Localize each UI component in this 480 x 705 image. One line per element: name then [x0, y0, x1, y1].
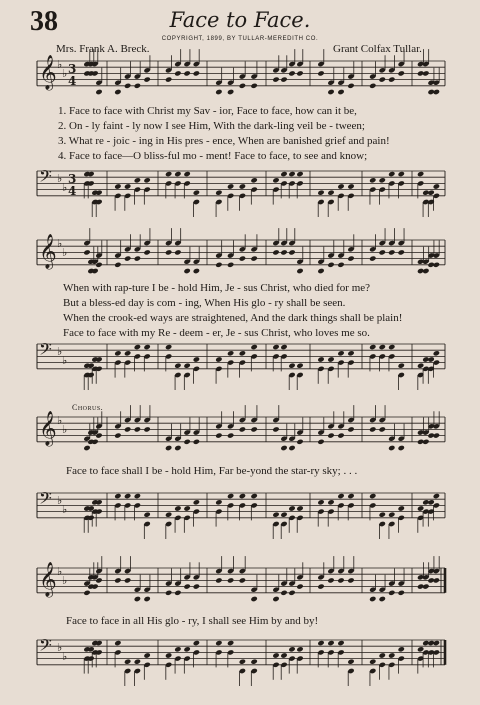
- notehead: [114, 89, 121, 95]
- notehead: [379, 344, 386, 350]
- notehead: [433, 493, 440, 499]
- notehead: [398, 70, 405, 76]
- notehead: [296, 646, 303, 652]
- notehead: [165, 76, 172, 82]
- notehead: [165, 652, 172, 658]
- notehead: [124, 350, 131, 356]
- notehead: [114, 493, 121, 499]
- notehead: [250, 255, 257, 261]
- notehead: [379, 177, 386, 183]
- notehead: [347, 659, 354, 665]
- notehead: [317, 70, 324, 76]
- notehead: [250, 493, 257, 499]
- notehead: [183, 171, 190, 177]
- flat-icon: ♭: [62, 503, 68, 516]
- notehead: [327, 577, 334, 583]
- notehead: [83, 590, 90, 596]
- flat-icon: ♭: [62, 423, 68, 436]
- notehead: [215, 577, 222, 583]
- notehead: [317, 640, 324, 646]
- hymn-number: 38: [30, 6, 58, 37]
- notehead: [398, 249, 405, 255]
- notehead: [250, 83, 257, 89]
- notehead: [427, 356, 434, 362]
- notehead: [193, 640, 200, 646]
- flat-icon: ♭: [62, 181, 68, 194]
- notehead: [215, 190, 222, 196]
- notehead: [379, 596, 386, 602]
- notehead: [193, 583, 200, 589]
- notehead: [227, 432, 234, 438]
- notehead: [398, 171, 405, 177]
- notehead: [369, 596, 376, 602]
- bass-clef-icon: 𝄢: [39, 339, 52, 363]
- notehead: [417, 646, 424, 652]
- notehead: [239, 577, 246, 583]
- notehead: [227, 640, 234, 646]
- notehead: [165, 445, 172, 451]
- notehead: [124, 183, 131, 189]
- notehead: [337, 89, 344, 95]
- flat-icon: ♭: [57, 237, 63, 250]
- notehead: [288, 646, 295, 652]
- notehead: [347, 426, 354, 432]
- copyright-notice: COPYRIGHT, 1899, BY TULLAR-MEREDITH CO.: [161, 36, 319, 42]
- notehead: [272, 512, 279, 518]
- verse-4-line-2: Face to face with my Re - deem - er, Je - sus Christ, who loves me so.: [63, 327, 370, 339]
- notehead: [417, 171, 424, 177]
- notehead: [183, 439, 190, 445]
- notehead: [272, 344, 279, 350]
- flat-icon: ♭: [62, 354, 68, 367]
- notehead: [134, 83, 141, 89]
- notehead: [327, 499, 334, 505]
- notehead: [134, 596, 141, 602]
- notehead: [134, 255, 141, 261]
- notehead: [239, 426, 246, 432]
- notehead: [369, 177, 376, 183]
- notehead: [288, 505, 295, 511]
- notehead: [239, 255, 246, 261]
- notehead: [296, 70, 303, 76]
- notehead: [193, 439, 200, 445]
- notehead: [174, 445, 181, 451]
- notehead: [388, 445, 395, 451]
- notehead: [143, 344, 150, 350]
- notehead: [388, 652, 395, 658]
- notehead: [143, 76, 150, 82]
- notehead: [165, 249, 172, 255]
- notehead: [422, 583, 429, 589]
- notehead: [193, 268, 200, 274]
- notehead: [183, 70, 190, 76]
- notehead: [398, 646, 405, 652]
- time-signature-bottom: 4: [68, 74, 77, 88]
- notehead: [398, 363, 405, 369]
- notehead: [193, 190, 200, 196]
- notehead: [124, 659, 131, 665]
- flat-icon: ♭: [62, 246, 68, 259]
- notehead: [250, 596, 257, 602]
- notehead: [280, 76, 287, 82]
- notehead: [183, 363, 190, 369]
- bass-clef-icon: 𝄢: [39, 635, 52, 659]
- notehead: [369, 344, 376, 350]
- notehead: [398, 445, 405, 451]
- lyricist-credit: Mrs. Frank A. Breck.: [56, 43, 150, 55]
- notehead: [250, 659, 257, 665]
- notehead: [433, 640, 440, 646]
- notehead: [250, 177, 257, 183]
- chorus-line-1: Face to face shall I be - hold Him, Far be-yond the star-ry sky; . . .: [66, 465, 358, 477]
- flat-icon: ♭: [57, 494, 63, 507]
- notehead: [174, 171, 181, 177]
- treble-clef-icon: 𝄞: [39, 234, 57, 269]
- notehead: [272, 177, 279, 183]
- flat-icon: ♭: [57, 414, 63, 427]
- notehead: [215, 432, 222, 438]
- notehead: [95, 89, 102, 95]
- notehead: [337, 577, 344, 583]
- notehead: [388, 76, 395, 82]
- notehead: [417, 363, 424, 369]
- notehead: [388, 344, 395, 350]
- composer-credit: Grant Colfax Tullar.: [333, 43, 422, 55]
- flat-icon: ♭: [57, 641, 63, 654]
- notehead: [422, 439, 429, 445]
- verse-1-line-1: 1. Face to face with Christ my Sav - ior, Face to face, how can it be,: [58, 105, 357, 117]
- notehead: [317, 439, 324, 445]
- notehead: [239, 659, 246, 665]
- notehead: [227, 262, 234, 268]
- notehead: [227, 577, 234, 583]
- notehead: [174, 249, 181, 255]
- notehead: [388, 249, 395, 255]
- notehead: [193, 356, 200, 362]
- flat-icon: ♭: [57, 345, 63, 358]
- notehead: [317, 356, 324, 362]
- notehead: [239, 183, 246, 189]
- treble-clef-icon: 𝄞: [39, 562, 57, 597]
- notehead: [280, 590, 287, 596]
- flat-icon: ♭: [62, 574, 68, 587]
- notehead: [388, 590, 395, 596]
- notehead: [288, 70, 295, 76]
- notehead: [143, 426, 150, 432]
- notehead: [83, 249, 90, 255]
- notehead: [347, 183, 354, 189]
- notehead: [134, 177, 141, 183]
- notehead: [183, 268, 190, 274]
- notehead: [422, 70, 429, 76]
- notehead: [433, 577, 440, 583]
- notehead: [280, 445, 287, 451]
- flat-icon: ♭: [57, 58, 63, 71]
- notehead: [272, 426, 279, 432]
- notehead: [317, 583, 324, 589]
- notehead: [124, 577, 131, 583]
- notehead: [215, 89, 222, 95]
- notehead: [134, 493, 141, 499]
- notehead: [227, 183, 234, 189]
- notehead: [215, 640, 222, 646]
- flat-icon: ♭: [57, 565, 63, 578]
- notehead: [369, 493, 376, 499]
- verse-3-line-1: 3. What re - joic - ing in His pres - ence, When are banished grief and pain!: [58, 135, 390, 147]
- notehead: [183, 646, 190, 652]
- notehead: [327, 262, 334, 268]
- notehead: [296, 171, 303, 177]
- notehead: [337, 350, 344, 356]
- notehead: [337, 493, 344, 499]
- notehead: [114, 183, 121, 189]
- notehead: [433, 183, 440, 189]
- notehead: [143, 177, 150, 183]
- notehead: [296, 583, 303, 589]
- notehead: [433, 262, 440, 268]
- notehead: [280, 249, 287, 255]
- notehead: [280, 512, 287, 518]
- notehead: [183, 583, 190, 589]
- notehead: [174, 646, 181, 652]
- notehead: [288, 171, 295, 177]
- notehead: [427, 499, 434, 505]
- notehead: [134, 659, 141, 665]
- notehead: [272, 596, 279, 602]
- notehead: [369, 426, 376, 432]
- notehead: [379, 249, 386, 255]
- notehead: [433, 432, 440, 438]
- notehead: [174, 70, 181, 76]
- notehead: [239, 350, 246, 356]
- notehead: [288, 363, 295, 369]
- treble-clef-icon: 𝄞: [39, 55, 57, 90]
- chorus-label: Chorus.: [72, 403, 104, 412]
- notehead: [143, 596, 150, 602]
- notehead: [272, 76, 279, 82]
- notehead: [134, 344, 141, 350]
- time-signature-top: 3: [68, 62, 77, 76]
- notehead: [337, 432, 344, 438]
- notehead: [379, 426, 386, 432]
- notehead: [347, 493, 354, 499]
- notehead: [215, 356, 222, 362]
- notehead: [280, 652, 287, 658]
- notehead: [183, 505, 190, 511]
- notehead: [337, 183, 344, 189]
- verse-4-line-1: 4. Face to face—O bliss-ful mo - ment! Face to face, to see and know;: [58, 150, 368, 162]
- notehead: [239, 493, 246, 499]
- notehead: [379, 652, 386, 658]
- notehead: [124, 255, 131, 261]
- hymn-title: Face to Face.: [169, 8, 311, 32]
- notehead: [379, 76, 386, 82]
- notehead: [369, 659, 376, 665]
- notehead: [317, 190, 324, 196]
- notehead: [114, 432, 121, 438]
- notehead: [337, 262, 344, 268]
- notehead: [143, 512, 150, 518]
- time-signature-bottom: 4: [68, 184, 77, 198]
- notehead: [174, 505, 181, 511]
- bass-clef-icon: 𝄢: [39, 166, 52, 190]
- notehead: [327, 356, 334, 362]
- notehead: [114, 577, 121, 583]
- notehead: [379, 512, 386, 518]
- notehead: [347, 255, 354, 261]
- notehead: [433, 89, 440, 95]
- notehead: [337, 640, 344, 646]
- notehead: [296, 363, 303, 369]
- notehead: [193, 499, 200, 505]
- notehead: [143, 652, 150, 658]
- notehead: [417, 505, 424, 511]
- verse-2-line-1: 2. On - ly faint - ly now I see Him, With the dark-ling veil be - tween;: [58, 120, 365, 132]
- notehead: [143, 249, 150, 255]
- notehead: [124, 493, 131, 499]
- notehead: [215, 262, 222, 268]
- verse-1-line-2: When with rap-ture I be - hold Him, Je - sus Christ, who died for me?: [63, 282, 371, 294]
- notehead: [288, 590, 295, 596]
- notehead: [427, 190, 434, 196]
- verse-3-line-2: When the crook-ed ways are straightened, And the dark things shall be plain!: [63, 312, 403, 324]
- notehead: [317, 499, 324, 505]
- notehead: [193, 70, 200, 76]
- notehead: [239, 83, 246, 89]
- time-signature-top: 3: [68, 172, 77, 186]
- bass-clef-icon: 𝄢: [39, 488, 52, 512]
- notehead: [280, 171, 287, 177]
- notehead: [296, 268, 303, 274]
- notehead: [250, 426, 257, 432]
- notehead: [114, 640, 121, 646]
- notehead: [83, 445, 90, 451]
- notehead: [317, 268, 324, 274]
- notehead: [433, 350, 440, 356]
- notehead: [165, 590, 172, 596]
- flat-icon: ♭: [62, 650, 68, 663]
- notehead: [114, 262, 121, 268]
- notehead: [369, 83, 376, 89]
- notehead: [124, 83, 131, 89]
- notehead: [327, 640, 334, 646]
- notehead: [327, 432, 334, 438]
- flat-icon: ♭: [62, 67, 68, 80]
- notehead: [114, 350, 121, 356]
- notehead: [124, 426, 131, 432]
- notehead: [250, 344, 257, 350]
- notehead: [388, 171, 395, 177]
- notehead: [227, 350, 234, 356]
- notehead: [347, 350, 354, 356]
- notehead: [165, 512, 172, 518]
- notehead: [272, 652, 279, 658]
- notehead: [280, 344, 287, 350]
- notehead: [296, 439, 303, 445]
- notehead: [165, 344, 172, 350]
- notehead: [327, 89, 334, 95]
- notehead: [174, 363, 181, 369]
- notehead: [272, 249, 279, 255]
- notehead: [398, 505, 405, 511]
- chorus-line-2: Face to face in all His glo - ry, I shall see Him by and by!: [66, 615, 319, 627]
- notehead: [296, 505, 303, 511]
- notehead: [165, 171, 172, 177]
- notehead: [347, 83, 354, 89]
- notehead: [227, 89, 234, 95]
- notehead: [327, 190, 334, 196]
- notehead: [369, 255, 376, 261]
- notehead: [134, 426, 141, 432]
- verse-2-line-2: But a bless-ed day is com - ing, When His glo - ry shall be seen.: [63, 297, 346, 309]
- flat-icon: ♭: [57, 172, 63, 185]
- treble-clef-icon: 𝄞: [39, 411, 57, 446]
- notehead: [227, 493, 234, 499]
- notehead: [422, 268, 429, 274]
- notehead: [398, 590, 405, 596]
- notehead: [388, 512, 395, 518]
- notehead: [288, 249, 295, 255]
- notehead: [347, 577, 354, 583]
- notehead: [174, 590, 181, 596]
- notehead: [288, 445, 295, 451]
- notehead: [215, 499, 222, 505]
